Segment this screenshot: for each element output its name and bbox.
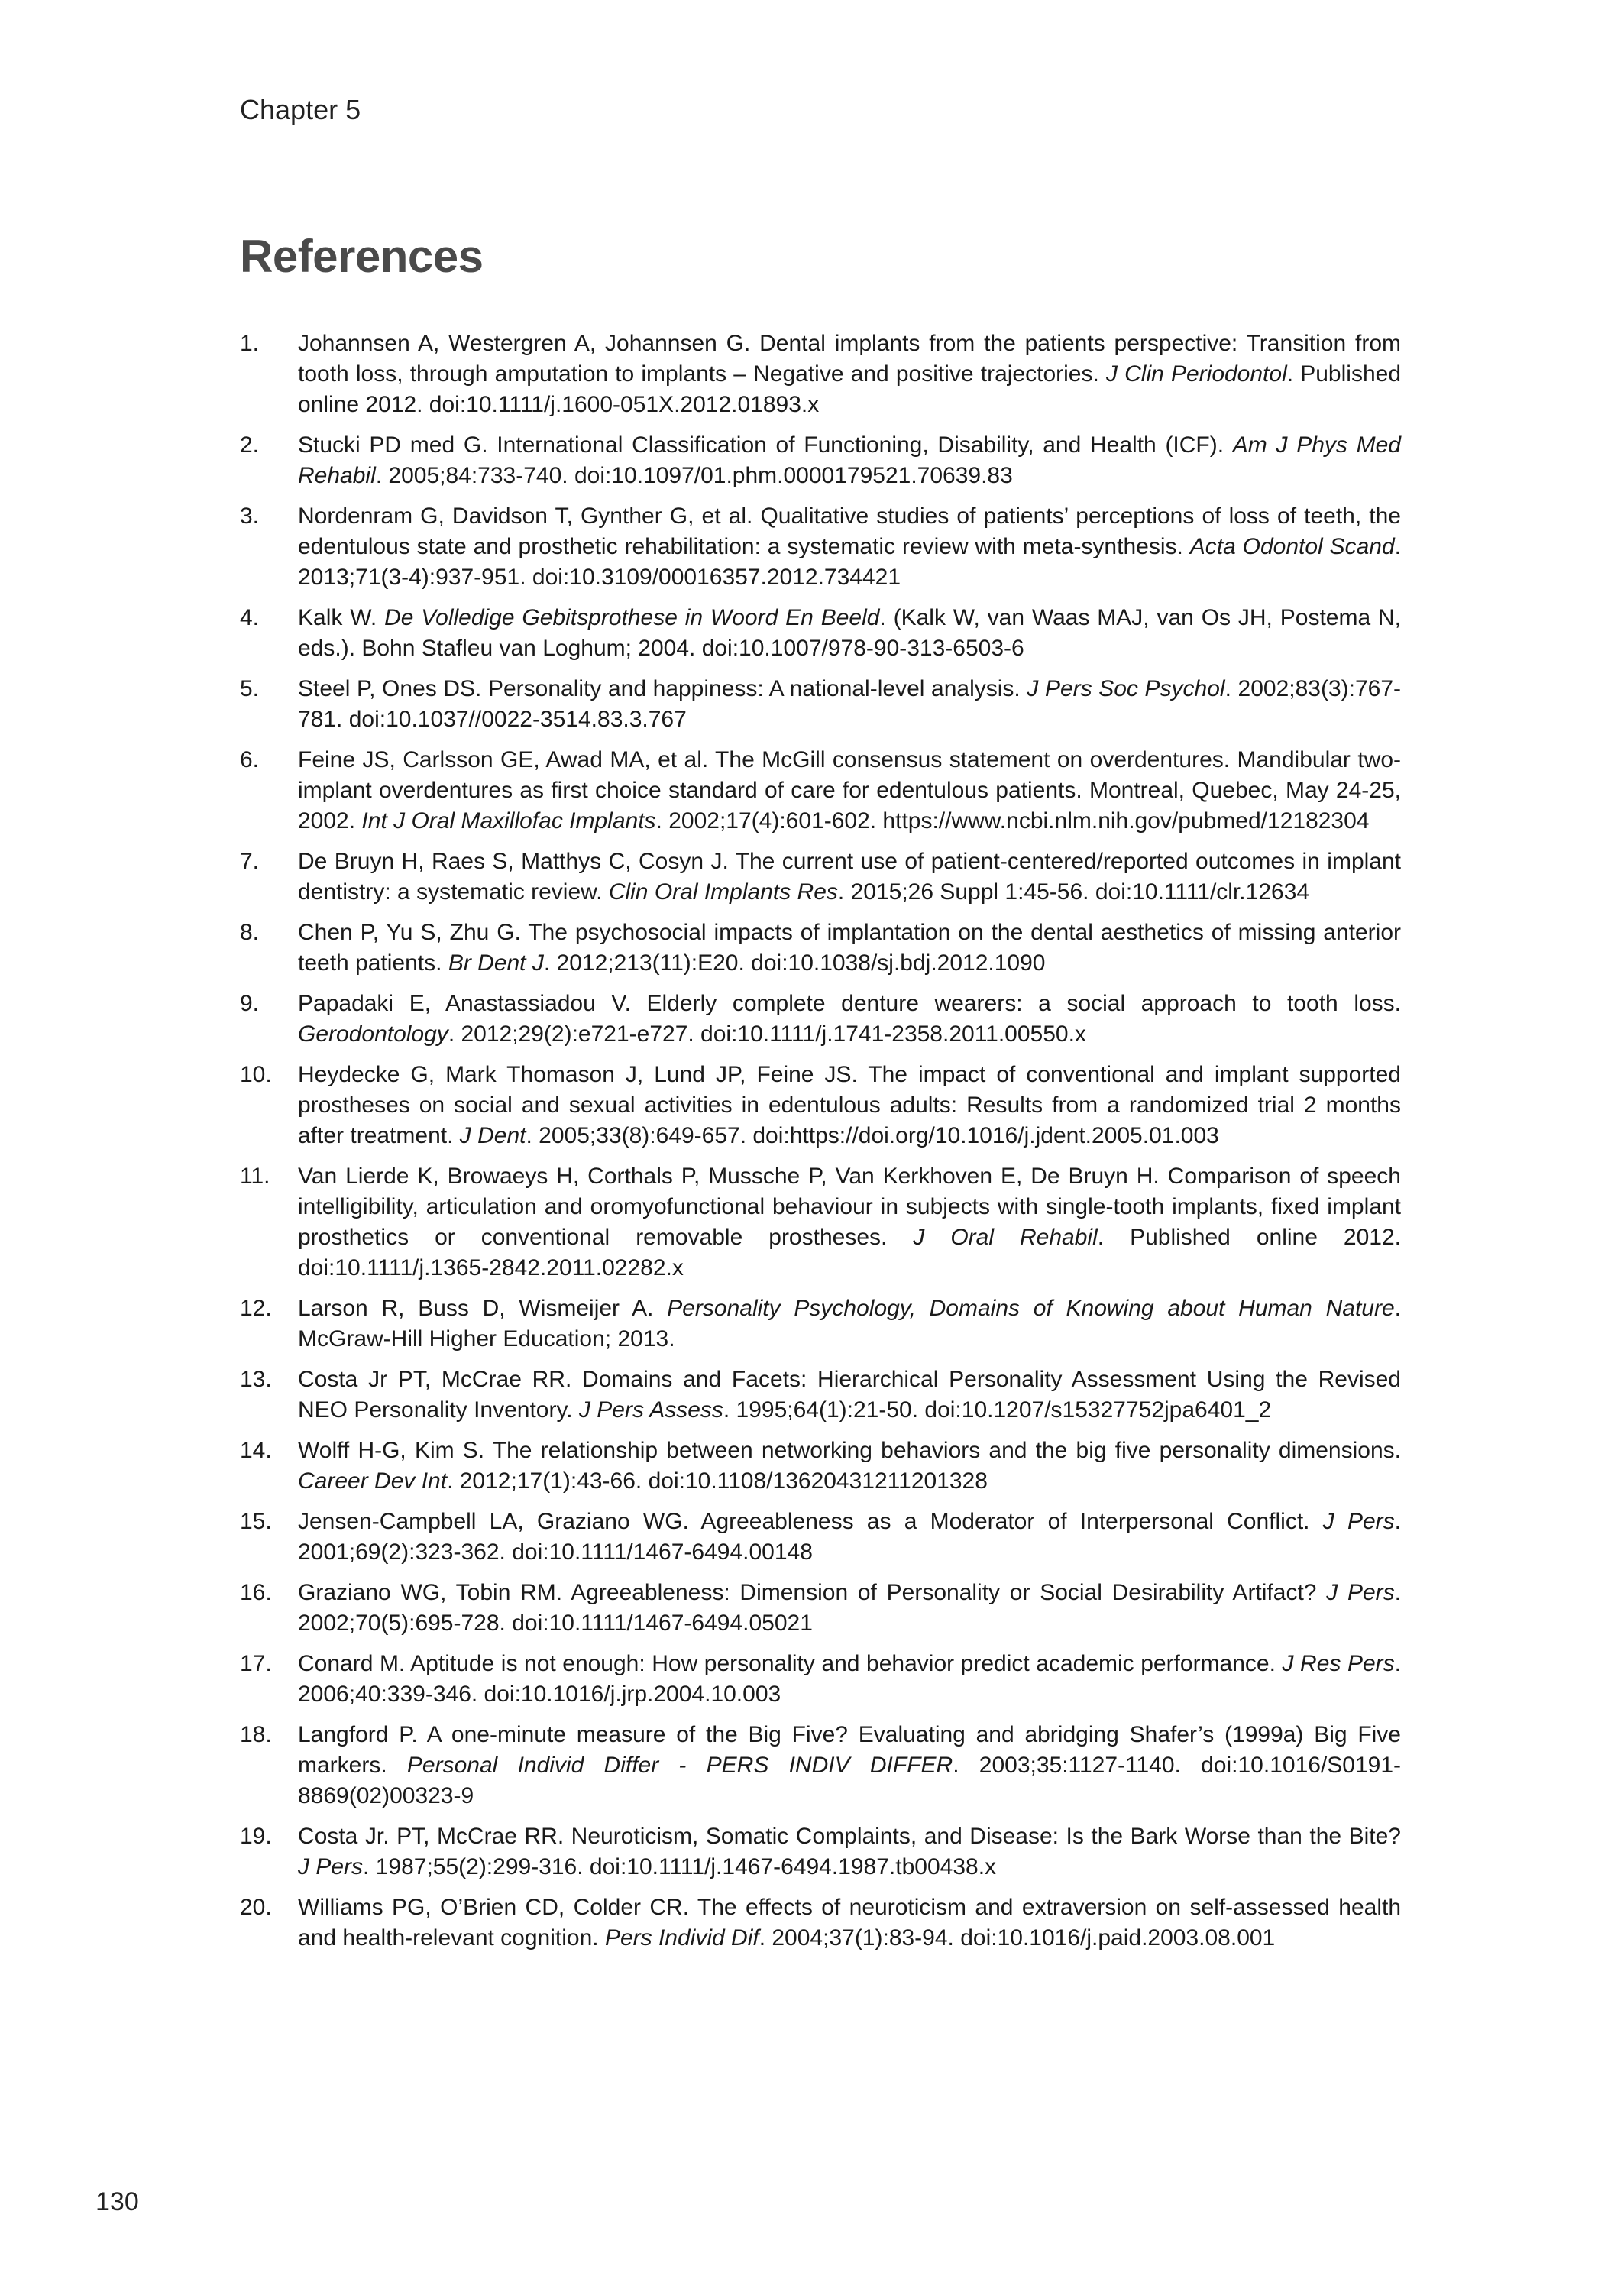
reference-item bbox=[240, 329, 1401, 420]
reference-item bbox=[240, 1578, 1401, 1639]
page-title: References bbox=[240, 231, 484, 282]
reference-item bbox=[240, 1293, 1401, 1355]
reference-authors-title: Conard M. Aptitude is not enough: How personality and behavior predict academic performance. bbox=[298, 1651, 1283, 1676]
reference-item bbox=[240, 1161, 1401, 1284]
reference-item bbox=[240, 989, 1401, 1050]
reference-number: 3. bbox=[240, 503, 260, 529]
reference-text bbox=[298, 1060, 1401, 1151]
reference-authors-title: Costa Jr. PT, McCrae RR. Neuroticism, Somatic Complaints, and Disease: Is the Bark Worse than the Bite? bbox=[298, 1824, 1401, 1849]
reference-text bbox=[298, 1365, 1401, 1426]
reference-journal: J Res Pers bbox=[1282, 1651, 1395, 1676]
reference-text bbox=[298, 430, 1401, 491]
reference-list bbox=[240, 329, 1401, 1963]
reference-item bbox=[240, 1060, 1401, 1151]
reference-journal: Acta Odontol Scand bbox=[1189, 534, 1395, 559]
reference-authors-title: Chen P, Yu S, Zhu G. The psychosocial impacts of implantation on the dental aesthetics of missing anterior teeth patients. bbox=[298, 920, 1401, 976]
reference-journal: J Clin Periodontol bbox=[1105, 361, 1287, 387]
reference-authors-title: Graziano WG, Tobin RM. Agreeableness: Dimension of Personality or Social Desirability Artifact? bbox=[298, 1580, 1327, 1605]
reference-details: . 1995;64(1):21-50. doi:10.1207/s15327752jpa6401_2 bbox=[723, 1397, 1272, 1423]
reference-details: . 2012;29(2):e721-e727. doi:10.1111/j.1741-2358.2011.00550.x bbox=[448, 1021, 1086, 1047]
reference-text bbox=[298, 745, 1401, 837]
reference-details: . 2004;37(1):83-94. doi:10.1016/j.paid.2003.08.001 bbox=[759, 1925, 1276, 1950]
reference-text bbox=[298, 674, 1401, 735]
reference-details: . 2006;40:339-346. doi:10.1016/j.jrp.2004.10.003 bbox=[298, 1651, 1401, 1707]
reference-number: 5. bbox=[240, 676, 260, 701]
reference-text bbox=[298, 1507, 1401, 1568]
reference-item bbox=[240, 1720, 1401, 1811]
reference-text bbox=[298, 329, 1401, 420]
reference-authors-title: Jensen-Campbell LA, Graziano WG. Agreeableness as a Moderator of Interpersonal Conflict. bbox=[298, 1509, 1323, 1534]
reference-journal: Am J Phys Med Rehabil bbox=[298, 432, 1401, 488]
reference-text bbox=[298, 847, 1401, 908]
reference-details: . Published online 2012. doi:10.1111/j.1600-051X.2012.01893.x bbox=[298, 361, 1402, 417]
reference-journal: Career Dev Int bbox=[298, 1468, 448, 1494]
reference-number: 18. bbox=[240, 1722, 272, 1747]
reference-details: . 2005;33(8):649-657. doi:https://doi.org/10.1016/j.jdent.2005.01.003 bbox=[526, 1123, 1219, 1148]
reference-item bbox=[240, 847, 1401, 908]
reference-authors-title: Wolff H-G, Kim S. The relationship between networking behaviors and the big five personality dimensions. bbox=[298, 1438, 1401, 1463]
reference-journal: J Pers bbox=[298, 1854, 364, 1879]
reference-authors-title: Van Lierde K, Browaeys H, Corthals P, Mussche P, Van Kerkhoven E, De Bruyn H. Comparison of speech intelligibility, articulation and oromyofunctional behaviour in subjects with single-tooth implants, fixed implant prosthetics or conventional removable prostheses. bbox=[298, 1164, 1401, 1250]
reference-details: . (Kalk W, van Waas MAJ, van Os JH, Postema N, eds.). Bohn Stafleu van Loghum; 2004. doi:10.1007/978-90-313-6503-6 bbox=[298, 605, 1401, 661]
reference-journal: J Dent bbox=[459, 1123, 526, 1148]
reference-details: . 2002;17(4):601-602. https://www.ncbi.nlm.nih.gov/pubmed/12182304 bbox=[655, 808, 1370, 834]
reference-item bbox=[240, 501, 1401, 593]
reference-authors-title: Costa Jr PT, McCrae RR. Domains and Facets: Hierarchical Personality Assessment Using the Revised NEO Personality Inventory. bbox=[298, 1367, 1401, 1423]
reference-authors-title: Kalk W. bbox=[298, 605, 385, 630]
reference-text bbox=[298, 1436, 1401, 1497]
reference-details: . 2001;69(2):323-362. doi:10.1111/1467-6494.00148 bbox=[298, 1509, 1401, 1565]
reference-details: . 2015;26 Suppl 1:45-56. doi:10.1111/clr.12634 bbox=[837, 879, 1310, 905]
reference-authors-title: Langford P. A one-minute measure of the Big Five? Evaluating and abridging Shafer’s (1999a) Big Five markers. bbox=[298, 1722, 1401, 1778]
reference-authors-title: Feine JS, Carlsson GE, Awad MA, et al. The McGill consensus statement on overdentures. Mandibular two-implant overdentures as first choice standard of care for edentulous patients. Montreal, Quebec, May 24-25, 2002. bbox=[298, 747, 1401, 834]
reference-authors-title: Heydecke G, Mark Thomason J, Lund JP, Feine JS. The impact of conventional and implant supported prostheses on social and sexual activities in edentulous adults: Results from a randomized trial 2 months after treatment. bbox=[298, 1062, 1401, 1148]
reference-journal: Personal Individ Differ - PERS INDIV DIFFER bbox=[406, 1753, 953, 1778]
reference-details: . Published online 2012. doi:10.1111/j.1365-2842.2011.02282.x bbox=[298, 1225, 1401, 1280]
reference-number: 1. bbox=[240, 331, 260, 356]
reference-number: 13. bbox=[240, 1367, 272, 1392]
reference-text bbox=[298, 1892, 1401, 1954]
reference-number: 12. bbox=[240, 1296, 272, 1321]
reference-text bbox=[298, 1821, 1401, 1882]
reference-number: 16. bbox=[240, 1580, 272, 1605]
reference-details: . 2002;83(3):767-781. doi:10.1037//0022-3514.83.3.767 bbox=[298, 676, 1401, 732]
reference-number: 11. bbox=[240, 1164, 270, 1189]
reference-journal: J Pers Assess bbox=[578, 1397, 723, 1423]
reference-authors-title: Williams PG, O’Brien CD, Colder CR. The effects of neuroticism and extraversion on self-assessed health and health-relevant cognition. bbox=[298, 1895, 1401, 1950]
reference-authors-title: Stucki PD med G. International Classification of Functioning, Disability, and Health (ICF). bbox=[298, 432, 1233, 458]
reference-number: 10. bbox=[240, 1062, 272, 1087]
reference-text bbox=[298, 603, 1401, 664]
reference-journal: J Oral Rehabil bbox=[913, 1225, 1098, 1250]
reference-text bbox=[298, 1161, 1401, 1284]
reference-journal: Br Dent J bbox=[448, 950, 544, 976]
reference-details: . 1987;55(2):299-316. doi:10.1111/j.1467-6494.1987.tb00438.x bbox=[363, 1854, 997, 1879]
running-head: Chapter 5 bbox=[240, 94, 361, 125]
reference-number: 7. bbox=[240, 849, 260, 874]
reference-number: 4. bbox=[240, 605, 260, 630]
reference-details: . 2012;213(11):E20. doi:10.1038/sj.bdj.2012.1090 bbox=[543, 950, 1046, 976]
reference-item bbox=[240, 674, 1401, 735]
reference-text bbox=[298, 1720, 1401, 1811]
reference-item bbox=[240, 1649, 1401, 1710]
reference-authors-title: Johannsen A, Westergren A, Johannsen G. Dental implants from the patients perspective: Transition from tooth loss, through amputation to implants – Negative and positive trajectories. bbox=[298, 331, 1401, 387]
reference-details: . 2002;70(5):695-728. doi:10.1111/1467-6494.05021 bbox=[298, 1580, 1401, 1636]
reference-number: 19. bbox=[240, 1824, 272, 1849]
reference-journal: J Pers bbox=[1322, 1509, 1395, 1534]
reference-number: 6. bbox=[240, 747, 260, 772]
reference-journal: Int J Oral Maxillofac Implants bbox=[361, 808, 656, 834]
reference-journal: J Pers bbox=[1326, 1580, 1395, 1605]
reference-authors-title: Nordenram G, Davidson T, Gynther G, et al. Qualitative studies of patients’ perceptions of loss of teeth, the edentulous state and prosthetic rehabilitation: a systematic review with meta-synthesis. bbox=[298, 503, 1401, 559]
reference-text bbox=[298, 989, 1401, 1050]
reference-text bbox=[298, 1578, 1401, 1639]
reference-item bbox=[240, 603, 1401, 664]
reference-text bbox=[298, 1293, 1401, 1355]
reference-details: . McGraw-Hill Higher Education; 2013. bbox=[298, 1296, 1401, 1352]
reference-journal: Gerodontology bbox=[298, 1021, 448, 1047]
reference-number: 15. bbox=[240, 1509, 272, 1534]
reference-text bbox=[298, 501, 1401, 593]
reference-number: 20. bbox=[240, 1895, 272, 1920]
reference-number: 17. bbox=[240, 1651, 272, 1676]
reference-number: 9. bbox=[240, 991, 260, 1016]
reference-authors-title: Papadaki E, Anastassiadou V. Elderly complete denture wearers: a social approach to tooth loss. bbox=[298, 991, 1401, 1016]
reference-item bbox=[240, 1821, 1401, 1882]
reference-journal: Pers Individ Dif bbox=[604, 1925, 759, 1950]
reference-details: . 2005;84:733-740. doi:10.1097/01.phm.0000179521.70639.83 bbox=[375, 463, 1013, 488]
reference-number: 2. bbox=[240, 432, 260, 458]
reference-authors-title: Larson R, Buss D, Wismeijer A. bbox=[298, 1296, 668, 1321]
reference-item bbox=[240, 1507, 1401, 1568]
reference-authors-title: De Bruyn H, Raes S, Matthys C, Cosyn J. The current use of patient-centered/reported outcomes in implant dentistry: a systematic review. bbox=[298, 849, 1401, 905]
reference-journal: Personality Psychology, Domains of Knowing about Human Nature bbox=[667, 1296, 1395, 1321]
reference-authors-title: Steel P, Ones DS. Personality and happiness: A national-level analysis. bbox=[298, 676, 1027, 701]
reference-journal: Clin Oral Implants Res bbox=[608, 879, 838, 905]
reference-number: 8. bbox=[240, 920, 260, 945]
reference-item bbox=[240, 1365, 1401, 1426]
reference-item bbox=[240, 745, 1401, 837]
reference-text bbox=[298, 918, 1401, 979]
reference-number: 14. bbox=[240, 1438, 272, 1463]
page-number: 130 bbox=[95, 2187, 139, 2216]
reference-item bbox=[240, 1436, 1401, 1497]
reference-text bbox=[298, 1649, 1401, 1710]
reference-details: . 2013;71(3-4):937-951. doi:10.3109/00016357.2012.734421 bbox=[298, 534, 1401, 590]
reference-journal: J Pers Soc Psychol bbox=[1027, 676, 1225, 701]
reference-item bbox=[240, 430, 1401, 491]
reference-item bbox=[240, 918, 1401, 979]
reference-journal: De Volledige Gebitsprothese in Woord En Beeld bbox=[384, 605, 880, 630]
reference-details: . 2003;35:1127-1140. doi:10.1016/S0191-8869(02)00323-9 bbox=[298, 1753, 1402, 1808]
reference-details: . 2012;17(1):43-66. doi:10.1108/13620431211201328 bbox=[447, 1468, 988, 1494]
reference-item bbox=[240, 1892, 1401, 1954]
